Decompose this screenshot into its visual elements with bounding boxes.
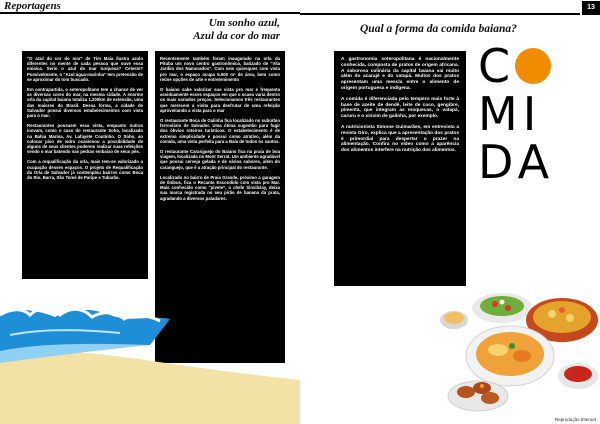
left-headline-line1: Um sonho azul, [208, 17, 280, 29]
comida-title [478, 39, 588, 189]
section-title: Reportagens [4, 0, 61, 12]
paragraph: Recentemente também foram inaugurado na orla da Pituba um novo centro gastronômico, batizado de “Vila Jardim dos Namorados”. Com seis quiosques com vista pro mar, o espaço ocupa 5.500 m² de área, bem como reúne opções de arte e entretenimento [160, 56, 280, 82]
right-header-rule [300, 13, 580, 15]
beach-illustration [0, 285, 300, 424]
page-number: 13 [582, 1, 600, 15]
sand [0, 351, 300, 424]
paragraph: O restaurante Boca de Galinha fica localizado no subúrbio ferroviário de Salvador. Uma ótima sugestão para fugir dos óbvios roteiros turísticos. O estabelecimento é de extrema simplicidade e possui como atrativo, além da comida, uma vista perfeita para a Baía de todos os santos. [160, 118, 280, 144]
paragraph: Com a requalificação da orla, mais tem-se valorizado a ocupação desses espaços. O projeto de Requalificação da Orla de Salvador já contemplou bairros como Boca do Rio, Barra, São Tomé de Paripe e Tubarão. [27, 159, 143, 181]
photo-credit: Reprodução Internet [554, 417, 596, 422]
left-headline-line2: Azul da cor do mar [193, 30, 280, 42]
paragraph: Localizado no bairro de Praia Grande, próximo a garagem de ônibus, fica o Recanto Escondido com vista pro Mar. Mais conhecido como “pivete”, o chefe Sinvilclay, deixa sua marca registrada no seu pirão de banana da prata, agradando a diversos paladares. [160, 174, 280, 201]
left-header-bar [0, 0, 300, 14]
comida-letters-c: C [478, 39, 516, 93]
food-article-box [334, 51, 466, 286]
paragraph: Restaurantes possuem essa vista, enquanto outros inovam, como o caso do restaurante Soho, localizado na Bahia Marina, Av. Lafayete Coutinho. O Soho, ao colocar piso de vidro ocasionou a possibilidade de alguns de seus clientes poderem realizar suas refeições vendo o mar batendo nas pedras embaixo de seus pés. [27, 123, 143, 155]
right-headline: Qual a forma da comida baiana? [360, 23, 517, 35]
paragraph: “O azul do cor do mar” de Tim Maia ilustra azulo diferentes no mente de cada pessoa que ouve essa música. Serio o azul do mar turquesa? Celeste? Possivelmente, o “Azul água-marinha” tem pretensão de se aproximar do tom buscado. [27, 56, 143, 82]
article-column-1 [22, 51, 148, 279]
paragraph: Em contrapartida, o soteropolitano tem a chance de ver as diversas cores do mar, na mesma cidade. A enorme orla da capital baiana totaliza 1.200km de extensão, uma das maiores do Brasil. Dessa forma, a cidade de Salvador possui diversos estabelecimentos com vista para o mar. [27, 87, 143, 119]
comida-letters-da: DA [478, 135, 555, 189]
comida-row-1 [478, 39, 588, 93]
paragraph: O restaurante Caranguejo do Baiano fica na praia de boa viagem, localizada no Mont Serrat. Um ambiente agradável que possui cerveja gelada e de vários sabores, além do caranguejo, que é a atração principal do restaurante. [160, 149, 280, 170]
left-headline [80, 17, 280, 43]
paragraph: A gastronomia soteropolitana é nacionalmente conhecida, composta de pratos de origem africana. A saborosa culinária da capital baiana vai muito além do acarajé e do vatapá. Muitos dos pratos apresentam uma mescla entre o alimento de origem portuguesa e indígena. [341, 57, 459, 91]
orange-o-circle [515, 48, 551, 84]
paragraph: O baiano sabe valorizar sua vista pro mar e frequenta assiduamente esses espaços em que o ocaso varia dentro os mais variados preços. Selecionamos três restaurantes que merecem a visita para desfrutar de uma refeição aproveitando a vista para o mar [160, 87, 280, 113]
paragraph: A nutricionista Simone Guimarães, em entrevista a revista Giro, explica que a apresentação dos pratos é primordial para despertar o prazer na alimentação. Confira no vídeo como a aparência dos alimentos interfere na nutrição dos alimentos. [341, 124, 459, 154]
comida-row-2 [478, 87, 588, 141]
comida-row-3 [478, 135, 588, 189]
comida-letters-mi: MI [478, 87, 542, 141]
food-photo [440, 278, 600, 414]
paragraph: A comida é diferenciada pelo tempero mais forte à base de azeite de dendê, leite de coco, gengibre, pimenta, que integram as moquecas, o vatapá, caruru e o xinxim de galinha, por exemplo. [341, 96, 459, 120]
